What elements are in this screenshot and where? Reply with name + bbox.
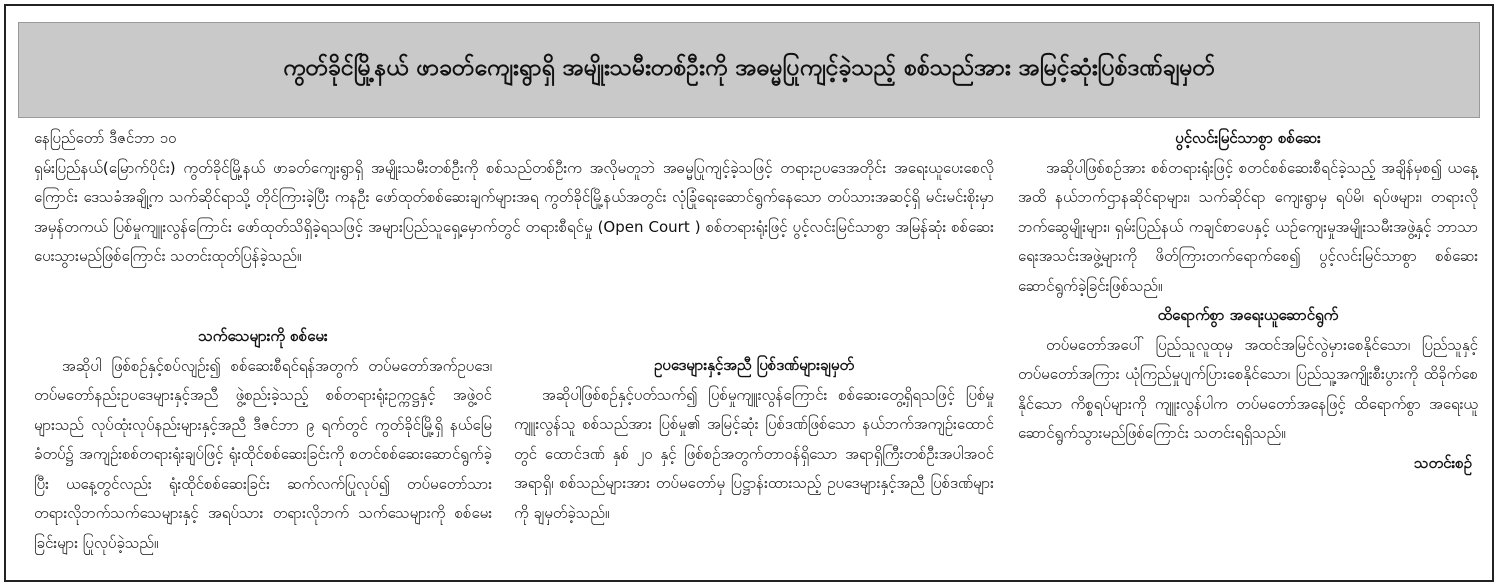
lead-column: [34, 124, 994, 272]
section-witnesses: [34, 322, 492, 558]
section-sentencing: [514, 322, 994, 528]
article-headline: ကွတ်ခိုင်မြို့နယ် ဖာခတ်ကျေးရွာရှိ အမျိုးသမီးတစ်ဦးကို အဓမ္မပြုကျင့်ခဲ့သည့် စစ်သည်အား အမြင့်ဆုံးပြစ်ဒဏ်ချမှတ်: [283, 55, 1215, 81]
right-column: [1018, 124, 1478, 478]
headline-banner: [18, 22, 1480, 118]
section-sentencing-body: အဆိုပါဖြစ်စဉ်နှင့်ပတ်သက်၍ ပြစ်မှုကျူးလွန်ကြောင်း စစ်ဆေးတွေ့ရှိရသဖြင့် ပြစ်မှုကျူးလွန်သူ စစ်သည်အား ပြစ်မှု၏ အမြင့်ဆုံး ပြစ်ဒဏ်ဖြစ်သော နယ်ဘက်အကျဉ်းထောင်တွင် ထောင်ဒဏ် နှစ် ၂၀ နှင့် ဖြစ်စဉ်အတွက်တာဝန်ရှိသော အရာရှိကြီးတစ်ဦးအပါအဝင် အရာရှိ၊ စစ်သည်များအား တပ်မတော်မှ ပြဋ္ဌာန်းထားသည့် ဥပဒေများနှင့်အညီ ပြစ်ဒဏ်များကို ချမှတ်ခဲ့သည်။: [514, 385, 994, 522]
section-witnesses-body: အဆိုပါ ဖြစ်စဉ်နှင့်စပ်လျဉ်း၍ စစ်ဆေးစီရင်ရန်အတွက် တပ်မတော်အက်ဥပဒေ၊ တပ်မတော်နည်းဥပဒေများနှင့်အညီ ဖွဲ့စည်းခဲ့သည့် စစ်တရားရုံးဥက္ကဋ္ဌနှင့် အဖွဲ့ဝင်များသည် လုပ်ထုံးလုပ်နည်းများနှင့်အညီ ဒီဇင်ဘာ ၉ ရက်တွင် ကွတ်ခိုင်မြို့ရှိ နယ်မြေခံတပ်၌ အကျဉ်းစစ်တရားရုံးချပ်ဖြင့် ရုံးထိုင်စစ်ဆေးခြင်းကို စတင်စစ်ဆေးဆောင်ရွက်ခဲ့ပြီး ယနေ့တွင်လည်း ရုံးထိုင်စစ်ဆေးခြင်း ဆက်လက်ပြုလုပ်၍ တပ်မတော်သား တရားလိုဘက်သက်သေများနှင့် အရပ်သား တရားလိုဘက် သက်သေများကို စစ်မေးခြင်းများ ပြုလုပ်ခဲ့သည်။: [34, 356, 492, 552]
section-sentencing-heading: ဥပဒေများနှင့်အညီ ပြစ်ဒဏ်များချမှတ်: [653, 356, 855, 374]
dateline: နေပြည်တော် ဒီဇင်ဘာ ၁၀: [34, 129, 177, 147]
lead-paragraph: ရှမ်းပြည်နယ်(မြောက်ပိုင်း) ကွတ်ခိုင်မြို့နယ် ဖာခတ်ကျေးရွာရှိ အမျိုးသမီးတစ်ဦးကို စစ်သည်တစ်ဦးက အလိုမတူဘဲ အဓမ္မပြုကျင့်ခဲ့သဖြင့် တရားဥပဒေအတိုင်း အရေးယူပေးစေလိုကြောင်း ဒေသခံအချို့က သက်ဆိုင်ရာသို့ တိုင်ကြားခဲ့ပြီး ကနဦး ဖော်ထုတ်စစ်ဆေးချက်များအရ ကွတ်ခိုင်မြို့နယ်အတွင်း လုံခြုံရေးဆောင်ရွက်နေသော တပ်သားအဆင့်ရှိ မင်းမင်းစိုးမှာ အမှန်တကယ် ပြစ်မှုကျူးလွန်ကြောင်း ဖော်ထုတ်သိရှိခဲ့ရသဖြင့် အများပြည်သူရှေ့မှောက်တွင် တရားစီရင်မှု (Open Court ) စစ်တရားရုံးဖြင့် ပွင့်လင်းမြင်သာစွာ အမြန်ဆုံး စစ်ဆေးပေးသွားမည်ဖြစ်ကြောင်း သတင်းထုတ်ပြန်ခဲ့သည်။: [34, 158, 994, 265]
byline: သတင်းစဉ်: [1414, 453, 1472, 472]
section-action-heading: ထိရောက်စွာ အရေးယူဆောင်ရွက်: [1157, 306, 1339, 324]
section-transparency-heading: ပွင့်လင်းမြင်သာစွာ စစ်ဆေး: [1175, 129, 1321, 147]
section-witnesses-heading: သက်သေများကို စစ်မေး: [198, 327, 328, 345]
section-transparency-body: အဆိုပါဖြစ်စဉ်အား စစ်တရားရုံးဖြင့် စတင်စစ်ဆေးစီရင်ခဲ့သည့် အချိန်မှစ၍ ယနေ့အထိ နယ်ဘက်ဌာနဆိုင်ရာများ၊ သက်ဆိုင်ရာ ကျေးရွာမှ ရပ်မိ၊ ရပ်ဖများ၊ တရားလိုဘက်ဆွေမျိုးများ၊ ရှမ်းပြည်နယ် ကချင်စာပေနှင့် ယဉ်ကျေးမှုအမျိုးသမီးအဖွဲ့နှင့် ဘာသာရေးအသင်းအဖွဲ့များကို ဖိတ်ကြားတက်ရောက်စေ၍ ပွင့်လင်းမြင်သာစွာ စစ်ဆေးဆောင်ရွက်ခဲ့ခြင်းဖြစ်သည်။: [1018, 158, 1478, 295]
section-action-body: တပ်မတော်အပေါ် ပြည်သူလူထုမှ အထင်အမြင်လွဲမှားစေနိုင်သော၊ ပြည်သူနှင့်တပ်မတော်အကြား ယုံကြည်မှုပျက်ပြားစေနိုင်သော၊ ပြည်သူ့အကျိုးစီးပွားကို ထိခိုက်စေနိုင်သော ကိစ္စရပ်များကို ကျူးလွန်ပါက တပ်မတော်အနေဖြင့် ထိရောက်စွာ အရေးယူဆောင်ရွက်သွားမည်ဖြစ်ကြောင်း သတင်းရရှိသည်။: [1018, 335, 1478, 442]
